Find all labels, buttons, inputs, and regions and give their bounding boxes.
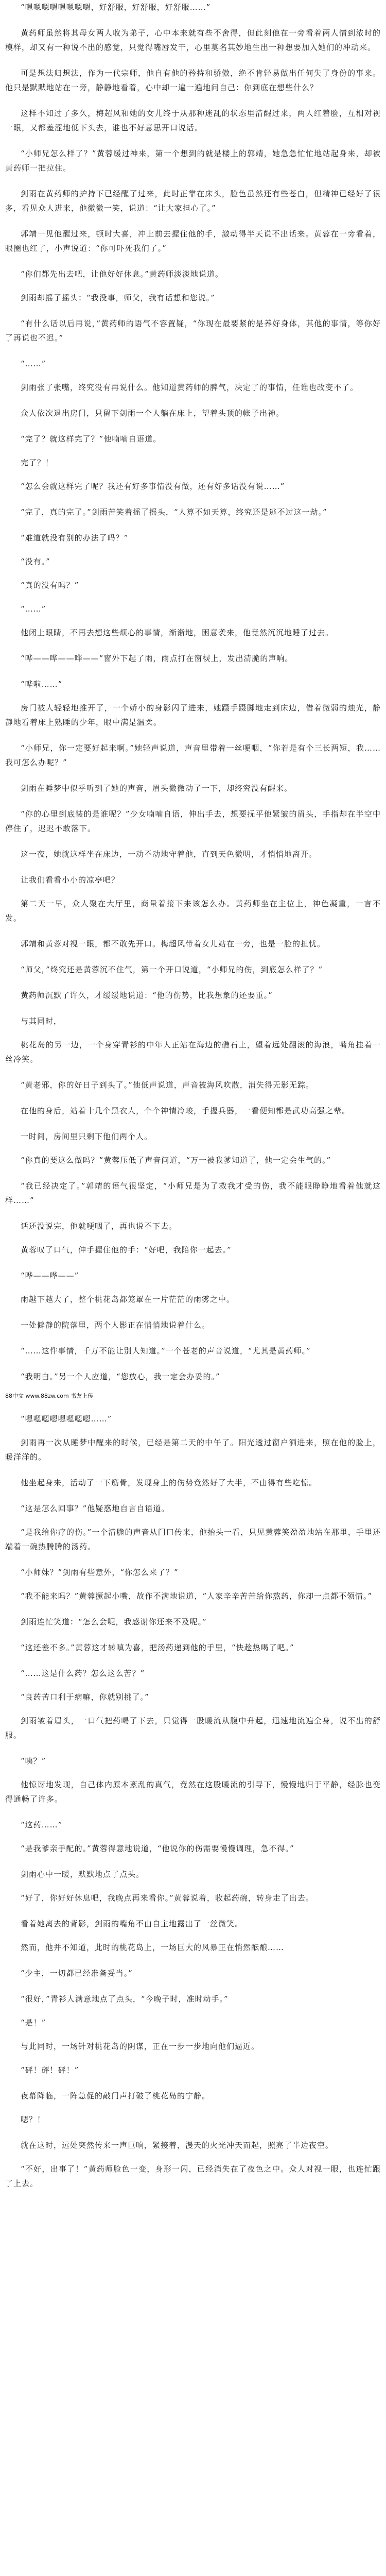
paragraph: “小师妹？”剑雨有些意外，“你怎么来了？” — [21, 1568, 179, 1577]
paragraph: “哗——哗——” — [21, 1271, 79, 1280]
article-body — [5, 0, 381, 2217]
paragraph: “难道就没有别的办法了吗？” — [21, 533, 129, 543]
paragraph: 看着她离去的背影，剑雨的嘴角不由自主地露出了一丝微笑。 — [21, 1919, 243, 1928]
bottom-spacer — [5, 2202, 381, 2217]
paragraph: 黄药师虽然将其母女两人收为弟子，心中本来就有些不舍得，但此刻他在一旁看着两人情到浓时的模样，却又有一种说不出的感觉，只觉得嘴唇发干，心里莫名其妙地生出一种想要加入她们的冲动来。 — [5, 28, 381, 52]
paragraph: 然而，他并不知道，此时的桃花岛上，一场巨大的风暴正在悄然酝酿…… — [21, 1943, 285, 1952]
paragraph: 一时间，房间里只剩下他们两个人。 — [21, 1132, 153, 1141]
paragraph: 与此同时，一场针对桃花岛的阴谋，正在一步一步地向他们逼近。 — [21, 2042, 260, 2051]
paragraph: 这样不知过了多久，梅超风和她的女儿终于从那种迷乱的状态里清醒过来，两人红着脸，互相对视一眼，又都羞涩地低下头去，谁也不好意思开口说话。 — [5, 109, 381, 132]
paragraph: 郭靖一见他醒过来，顿时大喜，冲上前去握住他的手，激动得半天说不出话来。黄蓉在一旁看着，眼圈也红了，小声说道：“你可吓死我们了。” — [5, 229, 381, 253]
paragraph: “黄老邪，你的好日子到头了。”他低声说道，声音被海风吹散，消失得无影无踪。 — [21, 1080, 314, 1090]
paragraph: 剑雨皱着眉头，一口气把药喝了下去，只觉得一股暖流从腹中升起，迅速地流遍全身，说不出的舒服。 — [5, 1716, 381, 1740]
paragraph: 黄药师沉默了许久，才缓缓地说道：“他的伤势，比我想象的还要重。” — [21, 991, 273, 1000]
paragraph: “咦？” — [21, 1756, 46, 1766]
paragraph: “是我爹亲手配的。”黄蓉得意地说道，“他说你的伤需要慢慢调理，急不得。” — [21, 1844, 294, 1853]
paragraph: “很好，”青衫人满意地点了点头，“今晚子时，准时动手。” — [21, 1994, 229, 2004]
paragraph: “有什么话以后再说，”黄药师的语气不容置疑，“你现在最要紧的是养好身体，其他的事情，等你好了再说也不迟。” — [5, 319, 381, 343]
paragraph: “你真的要这么做吗？”黄蓉压低了声音问道，“万一被我爹知道了，他一定会生气的。” — [21, 1156, 331, 1165]
paragraph: “我明白。”另一个人应道，“您放心，我一定会办妥的。” — [21, 1372, 220, 1381]
paragraph: 剑雨却摇了摇头：“我没事，师父，我有话想和您说。” — [21, 293, 215, 302]
paragraph: “砰！砰！砰！” — [21, 2065, 79, 2075]
paragraph: “嗯嗯嗯嗯嗯嗯嗯嗯，好舒服，好舒服，好舒服……” — [21, 3, 211, 12]
paragraph: “哗啦……” — [21, 680, 63, 689]
paragraph: “没有。” — [21, 557, 50, 566]
paragraph: 嗯？！ — [21, 2115, 46, 2124]
paragraph: 在他的身后，站着十几个黑衣人，个个神情冷峻，手握兵器，一看便知都是武功高强之辈。 — [21, 1106, 350, 1115]
paragraph: 一处僻静的院落里，两个人影正在悄悄地说着什么。 — [21, 1320, 210, 1330]
paragraph: “你的心里到底装的是谁呢？”少女喃喃自语，伸出手去，想要抚平他紧皱的眉头，手指却在半空中停住了，迟迟不敢落下。 — [5, 809, 381, 833]
paragraph: 可是想法归想法，作为一代宗师，他自有他的矜持和骄傲，绝不肯轻易做出任何失了身份的事来。他只是默默地站在一旁，静静地看着，心中却一遍一遍地问自己：你到底在想些什么？ — [5, 69, 381, 92]
paragraph: 众人依次退出房门，只留下剑雨一个人躺在床上，望着头顶的帐子出神。 — [21, 409, 285, 418]
paragraph: 第二天一早，众人聚在大厅里，商量着接下来该怎么办。黄药师坐在主位上，神色凝重，一言不发。 — [5, 899, 381, 923]
paragraph: “……” — [21, 604, 46, 614]
paragraph: 黄蓉叹了口气，伸手握住他的手：“好吧，我陪你一起去。” — [21, 1245, 232, 1255]
paragraph: 剑雨在黄药师的护持下已经醒了过来，此时正靠在床头，脸色虽然还有些苍白，但精神已经好了很多，看见众人进来，他微微一笑，说道：“让大家担心了。” — [5, 189, 381, 213]
paragraph: “……” — [21, 359, 46, 368]
paragraph: “良药苦口利于病嘛，你就别挑了。” — [21, 1692, 149, 1702]
paragraph: 剑雨连忙笑道：“怎么会呢，我感谢你还来不及呢。” — [21, 1617, 207, 1626]
paragraph: “嗯嗯嗯嗯嗯嗯嗯嗯……” — [21, 1414, 112, 1423]
paragraph: 就在这时，远处突然传来一声巨响，紧接着，漫天的火光冲天而起，照亮了半边夜空。 — [21, 2141, 334, 2150]
paragraph: “……这是什么药？怎么这么苦？” — [21, 1669, 145, 1678]
paragraph: “不好，出事了！”黄药师脸色一变，身形一闪，已经消失在了夜色之中。众人对视一眼，也连忙跟了上去。 — [5, 2164, 381, 2188]
paragraph: 郭靖和黄蓉对视一眼，都不敢先开口。梅超风带着女儿站在一旁，也是一脸的担忧。 — [21, 939, 326, 948]
paragraph: “少主，一切都已经准备妥当。” — [21, 1969, 133, 1978]
paragraph: “是！” — [21, 2018, 46, 2027]
paragraph: “我不能来吗？”黄蓉撅起小嘴，故作不满地说道，“人家辛辛苦苦给你熬药，你却一点都不领情。” — [21, 1591, 373, 1601]
paragraph: “好了，你好好休息吧，我晚点再来看你。”黄蓉说着，收起药碗，转身走了出去。 — [21, 1893, 314, 1903]
paragraph: 雨越下越大了，整个桃花岛都笼罩在一片茫茫的雨雾之中。 — [21, 1295, 235, 1304]
paragraph: “完了？就这样完了？”他喃喃自语道。 — [21, 434, 162, 444]
paragraph: 剑雨在睡梦中似乎听到了她的声音，眉头微微动了一下，却终究没有醒来。 — [21, 784, 293, 793]
paragraph: 桃花岛的另一边，一个身穿青衫的中年人正站在海边的礁石上，望着远处翻滚的海浪，嘴角挂着一丝冷笑。 — [5, 1040, 381, 1064]
paragraph: 这一夜，她就这样坐在床边，一动不动地守着他，直到天色微明，才悄悄地离开。 — [21, 850, 318, 859]
paragraph: 话还没说完，他就哽咽了，再也说不下去。 — [21, 1222, 178, 1231]
paragraph: 剑雨张了张嘴，终究没有再说什么。他知道黄药师的脾气，决定了的事情，任谁也改变不了。 — [21, 383, 359, 392]
paragraph: “小师兄怎么样了？”黄蓉缓过神来，第一个想到的就是楼上的郭靖，她急急忙忙地站起身来，却被黄药师一把拉住。 — [5, 149, 381, 173]
paragraph: 剑雨心中一暖，默默地点了点头。 — [21, 1870, 145, 1879]
paragraph: “这是怎么回事？”他疑惑地自言自语道。 — [21, 1504, 170, 1513]
paragraph: “是我给你疗的伤。”一个清脆的声音从门口传来，他抬头一看，只见黄蓉笑盈盈地站在那里，手里还端着一碗热腾腾的汤药。 — [5, 1528, 381, 1551]
paragraph: “真的没有吗？” — [21, 581, 79, 590]
paragraph: 夜幕降临，一阵急促的敲门声打破了桃花岛的宁静。 — [21, 2091, 210, 2100]
paragraph: “怎么会就这样完了呢？我还有好多事情没有做，还有好多话没有说……” — [21, 482, 285, 491]
paragraph: 他惊讶地发现，自己体内原本紊乱的真气，竟然在这股暖流的引导下，慢慢地归于平静，经脉也变得通畅了许多。 — [5, 1780, 381, 1804]
paragraph: 他闭上眼睛，不再去想这些烦心的事情，渐渐地，困意袭来，他竟然沉沉地睡了过去。 — [21, 628, 334, 637]
source-watermark: 88中文 www.88zw.com 书友上传 — [5, 1393, 94, 1399]
paragraph: “……这件事情，千万不能让别人知道。”一个苍老的声音说道，“尤其是黄药师。” — [21, 1346, 311, 1355]
paragraph: 他坐起身来，活动了一下筋骨，发现身上的伤势竟然好了大半，不由得有些吃惊。 — [21, 1478, 318, 1487]
paragraph: “这药……” — [21, 1820, 63, 1829]
paragraph: “你们都先出去吧，让他好好休息。”黄药师淡淡地说道。 — [21, 269, 223, 279]
paragraph: 剑雨再一次从睡梦中醒来的时候，已经是第二天的中午了。阳光透过窗户洒进来，照在他的脸上，暖洋洋的。 — [5, 1438, 381, 1462]
paragraph: “我已经决定了。”郭靖的语气很坚定，“小师兄是为了救我才受的伤，我不能眼睁睁地看着他就这样……” — [5, 1181, 381, 1205]
paragraph: 房门被人轻轻地推开了，一个娇小的身影闪了进来，她蹑手蹑脚地走到床边，借着微弱的烛光，静静地看着床上熟睡的少年，眼中满是温柔。 — [5, 703, 381, 727]
paragraph: “完了，真的完了。”剑雨苦笑着摇了摇头，“人算不如天算，终究还是逃不过这一劫。” — [21, 507, 327, 517]
paragraph: “小师兄，你一定要好起来啊。”她轻声说道，声音里带着一丝哽咽，“你若是有个三长两短，我……我可怎么办呢？” — [5, 743, 381, 767]
paragraph: 让我们看看小小的凉亭吧？ — [21, 875, 120, 885]
paragraph: “这还差不多。”黄蓉这才转嗔为喜，把汤药递到他的手里，“快趁热喝了吧。” — [21, 1643, 294, 1652]
paragraph: 与其同时， — [21, 1016, 62, 1026]
paragraph: “哗——哗——哗——”窗外下起了雨，雨点打在窗棂上，发出清脆的声响。 — [21, 654, 293, 663]
paragraph: 完了？！ — [21, 458, 54, 467]
paragraph: “师父，”终究还是黄蓉沉不住气，第一个开口说道，“小师兄的伤，到底怎么样了？” — [21, 965, 323, 974]
